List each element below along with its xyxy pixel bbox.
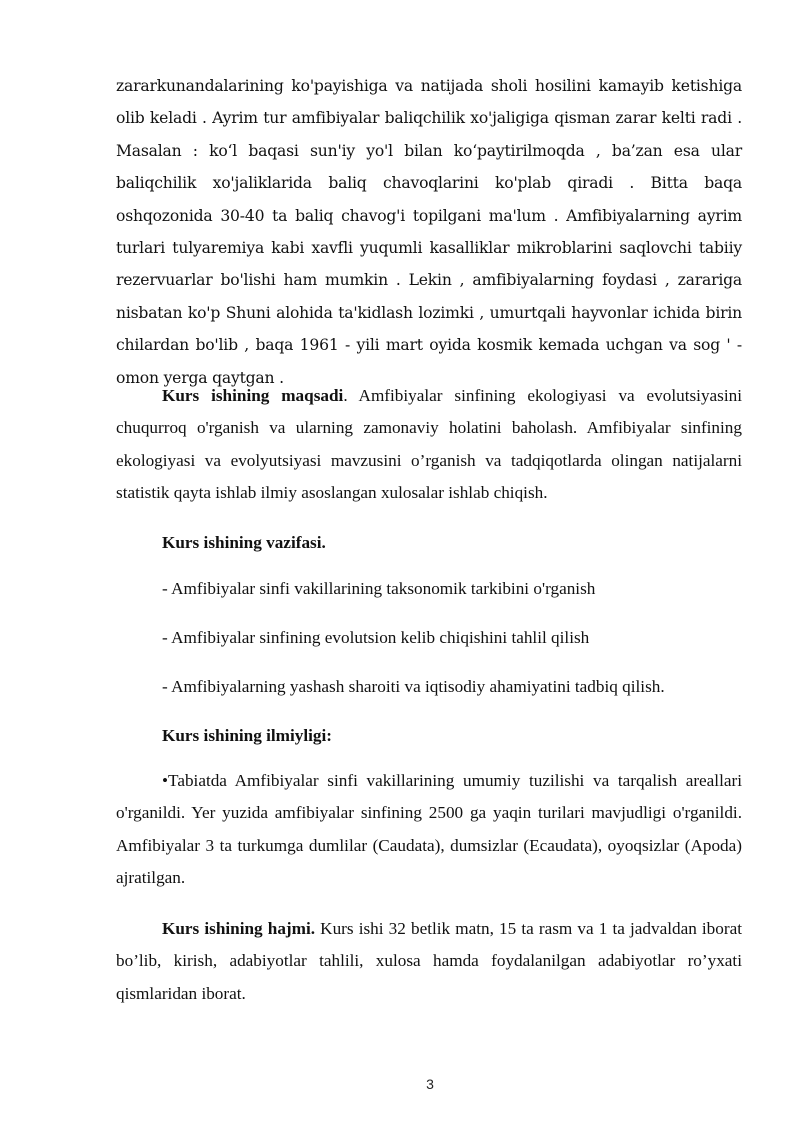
volume-heading: Kurs ishining hajmi. xyxy=(162,919,316,938)
task-item-2: - Amfibiyalar sinfining evolutsion kelib chiqishini tahlil qilish xyxy=(162,628,590,647)
volume-paragraph xyxy=(116,913,742,1010)
scientific-paragraph: •Tabiatda Amfibiyalar sinfi vakillarining umumiy tuzilishi va tarqalish areallari o'rganildi. Yer yuzida amfibiyalar sinfining 2500 ga yaqin turilari mavjudligi o'rganildi. Amfibiyalar 3 ta turkumga dumlilar (Caudata), dumsizlar (Ecaudata), oyoqsizlar (Apoda) ajratilgan. xyxy=(116,771,742,888)
task-item-1: - Amfibiyalar sinfi vakillarining taksonomik tarkibini o'rganish xyxy=(162,579,596,598)
scientific-heading: Kurs ishining ilmiyligi: xyxy=(162,726,333,745)
page-number: 3 xyxy=(426,1076,434,1092)
intro-paragraph: zararkunandalarining ko'payishiga va natijada sholi hosilini kamayib ketishiga olib keladi . Ayrim tur amfibiyalar baliqchilik xo'jaligiga qisman zarar kelti radi . Masalan : ko‘l baqasi sun'iy yo'l bilan ko‘paytirilmoqda , ba’zan esa ular baliqchilik xo'jaliklarida baliq chavoqlarini ko'plab qiradi . Bitta baqa oshqozonida 30-40 ta baliq chavog'i topilgani ma'lum . Amfibiyalarning ayrim turlari tulyaremiya kabi xavfli yuqumli kasalliklar mikroblarini saqlovchi tabiiy rezervuarlar bo'lishi ham mumkin . Lekin , amfibiyalarning foydasi , zarariga nisbatan ko'p Shuni alohida ta'kidlash lozimki , umurtqali hayvonlar ichida birin chilardan bo'lib , baqa 1961 - yili mart oyida kosmik kemada uchgan va sog ' - omon yerga qaytgan . xyxy=(116,77,742,387)
tasks-heading: Kurs ishining vazifasi. xyxy=(162,533,326,552)
task-item-3: - Amfibiyalarning yashash sharoiti va iqtisodiy ahamiyatini tadbiq qilish. xyxy=(162,677,665,696)
goal-text: . Amfibiyalar sinfining ekologiyasi va evolutsiyasini chuqurroq o'rganish va ularning zamonaviy holatini baholash. Amfibiyalar sinfining ekologiyasi va evolyutsiyasi mavzusini o’rganish va tadqiqotlarda olingan natijalarni statistik qayta ishlab ilmiy asoslangan xulosalar ishlab chiqish. xyxy=(116,386,742,503)
volume-text: Kurs ishi 32 betlik matn, 15 ta rasm va 1 ta jadvaldan iborat bo’lib, kirish, adabiyotlar tahlili, xulosa hamda foydalanilgan adabiyotlar ro’yxati qismlaridan iborat. xyxy=(116,919,742,1003)
goal-paragraph xyxy=(116,380,742,510)
goal-heading: Kurs ishining maqsadi xyxy=(162,386,344,405)
